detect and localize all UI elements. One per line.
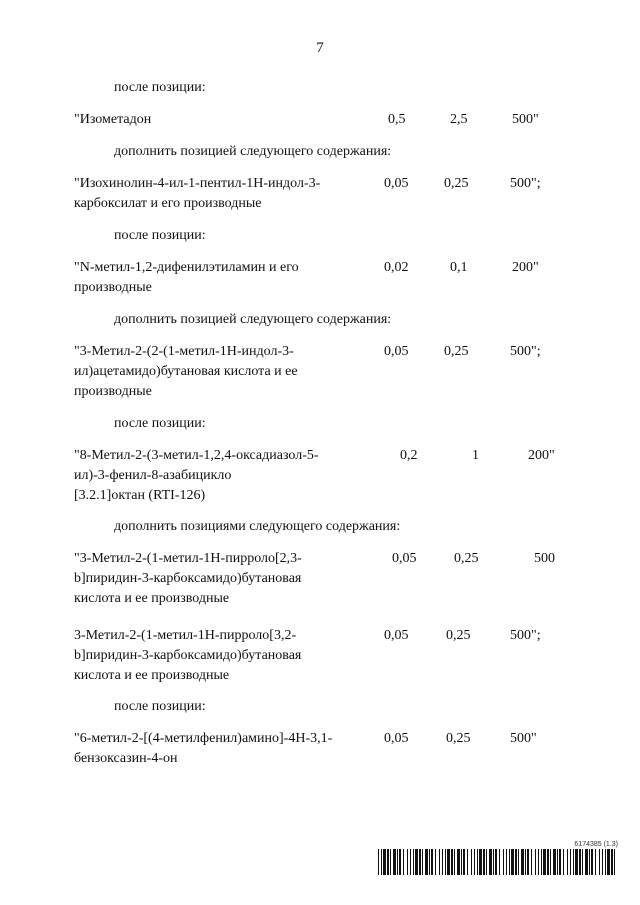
row-name-line: "3-Метил-2-(2-(1-метил-1Н-индол-3- [74,344,294,359]
row-name [74,110,364,130]
table-row [74,729,574,769]
row-name-line: "Изометадон [74,112,152,127]
barcode-bar [550,849,551,875]
value-2: 0,25 [454,551,479,566]
barcode-bar [602,849,603,875]
barcode-bar [573,849,574,875]
barcode-bar [599,849,600,875]
barcode-bar [381,849,382,875]
barcode-bar [575,849,578,875]
value-2: 0,1 [450,260,468,275]
barcode-bar [607,849,610,875]
barcode-bar [585,849,588,875]
barcode-bar [447,849,450,875]
row-name [74,626,364,686]
barcode-bar [511,849,514,875]
value-1: 0,5 [388,112,406,127]
page-number: 7 [316,40,324,56]
value-1: 0,02 [384,260,409,275]
barcode-bar [383,849,386,875]
barcode-bar [567,849,568,875]
barcode-bar [471,849,472,875]
value-3: 500"; [510,176,541,191]
table-row [74,174,574,214]
barcode-bar [413,849,414,875]
barcode-bar [525,849,526,875]
row-name-line: 3-Метил-2-(1-метил-1Н-пирроло[3,2- [74,628,297,643]
barcode-bar [403,849,404,875]
row-name-line: кислота и ее производные [74,668,230,683]
barcode-icon [378,849,618,875]
value-3: 500" [512,112,539,127]
row-name [74,174,364,214]
barcode-bar [499,849,500,875]
barcode-bar [489,849,492,875]
barcode-bar [582,849,583,875]
row-name [74,258,364,298]
instr-6: дополнить позициями следующего содержания: [114,519,401,534]
table-row [74,549,574,609]
barcode-bar [477,849,478,875]
barcode-bar [541,849,542,875]
barcode-bar [509,849,510,875]
barcode-bar [518,849,519,875]
row-name-line: "6-метил-2-[(4-метилфенил)амино]-4Н-3,1- [74,731,333,746]
value-2: 0,25 [444,176,469,191]
value-3: 500" [510,731,537,746]
row-name-line: производные [74,384,152,399]
row-name-line: "Изохинолин-4-ил-1-пентил-1Н-индол-3- [74,176,321,191]
barcode-bar [393,849,396,875]
barcode-bar [422,849,423,875]
instr-2: дополнить позицией следующего содержания: [114,144,392,159]
row-name [74,446,364,506]
barcode-number: 6174385 (1.3) [574,841,618,848]
instr-7: после позиции: [114,699,206,714]
value-3: 200" [512,260,539,275]
barcode-bar [457,849,460,875]
barcode-bar [591,849,593,875]
barcode-bar [419,849,421,875]
barcode-bar [570,849,571,875]
barcode-bar [454,849,455,875]
barcode-bar [543,849,546,875]
barcode-bar [579,849,581,875]
row-name-line: кислота и ее производные [74,591,230,606]
barcode-bar [435,849,436,875]
barcode-bar [486,849,487,875]
barcode-bar [463,849,465,875]
value-1: 0,05 [392,551,417,566]
barcode-bar [451,849,453,875]
barcode-bar [547,849,549,875]
barcode-bar [503,849,504,875]
value-2: 2,5 [450,112,468,127]
barcode-bar [531,849,532,875]
row-name-line: "3-Метил-2-(1-метил-1Н-пирроло[2,3- [74,551,302,566]
barcode-bar [410,849,411,875]
value-3: 500 [534,551,555,566]
row-name [74,342,364,402]
barcode-bar [399,849,401,875]
instr-3: после позиции: [114,228,206,243]
barcode-bar [595,849,596,875]
value-3: 500"; [510,344,541,359]
barcode-bar [390,849,391,875]
barcode-bar [407,849,408,875]
value-2: 0,25 [446,731,471,746]
row-name-line: [3.2.1]октан (RTI-126) [74,488,206,503]
barcode-bar [461,849,462,875]
value-1: 0,05 [384,176,409,191]
row-name-line: бензоксазин-4-он [74,751,178,766]
instr-5: после позиции: [114,416,206,431]
barcode-bar [387,849,389,875]
barcode-bar [415,849,418,875]
row-name-line: карбоксилат и его производные [74,196,262,211]
value-2: 0,25 [444,344,469,359]
value-2: 0,25 [446,628,471,643]
value-3: 500"; [510,628,541,643]
barcode-bar [527,849,529,875]
barcode-bar [429,849,430,875]
value-1: 0,05 [384,344,409,359]
barcode-bar [431,849,433,875]
barcode-bar [442,849,443,875]
row-name-line: ил)ацетамидо)бутановая кислота и ее [74,364,298,379]
instr-4: дополнить позицией следующего содержания: [114,312,392,327]
value-1: 0,05 [384,628,409,643]
barcode-bar [515,849,517,875]
barcode-bar [605,849,606,875]
barcode-bar [445,849,446,875]
value-3: 200" [528,448,555,463]
barcode-bar [397,849,398,875]
row-name-line: производные [74,280,152,295]
barcode-block [378,840,622,882]
row-name-line: "8-Метил-2-(3-метил-1,2,4-оксадиазол-5- [74,448,319,463]
row-name [74,729,364,769]
value-1: 0,05 [384,731,409,746]
barcode-bar [479,849,482,875]
instr-1: после позиции: [114,80,206,95]
barcode-bar [439,849,440,875]
row-name [74,549,364,609]
table-row [74,446,574,506]
value-2: 1 [472,448,479,463]
barcode-bar [538,849,539,875]
barcode-bar [589,849,590,875]
barcode-bar [493,849,494,875]
row-name-line: ил)-3-фенил-8-азабицикло [74,468,232,483]
barcode-bar [614,849,615,875]
barcode-bar [474,849,475,875]
barcode-bar [425,849,428,875]
barcode-bar [557,849,558,875]
barcode-bar [553,849,556,875]
table-row [74,110,574,130]
row-name-line: b]пиридин-3-карбоксамидо)бутановая [74,571,302,586]
barcode-bar [467,849,468,875]
barcode-bar [506,849,507,875]
barcode-bar [495,849,497,875]
barcode-bar [378,849,379,875]
barcode-bar [559,849,561,875]
barcode-bar [611,849,613,875]
row-name-line: "N-метил-1,2-дифенилэтиламин и его [74,260,299,275]
value-1: 0,2 [400,448,418,463]
barcode-bar [521,849,524,875]
barcode-bar [483,849,485,875]
table-row [74,342,574,402]
barcode-bar [563,849,564,875]
table-row [74,626,574,686]
table-row [74,258,574,298]
row-name-line: b]пиридин-3-карбоксамидо)бутановая [74,648,302,663]
barcode-bar [535,849,536,875]
